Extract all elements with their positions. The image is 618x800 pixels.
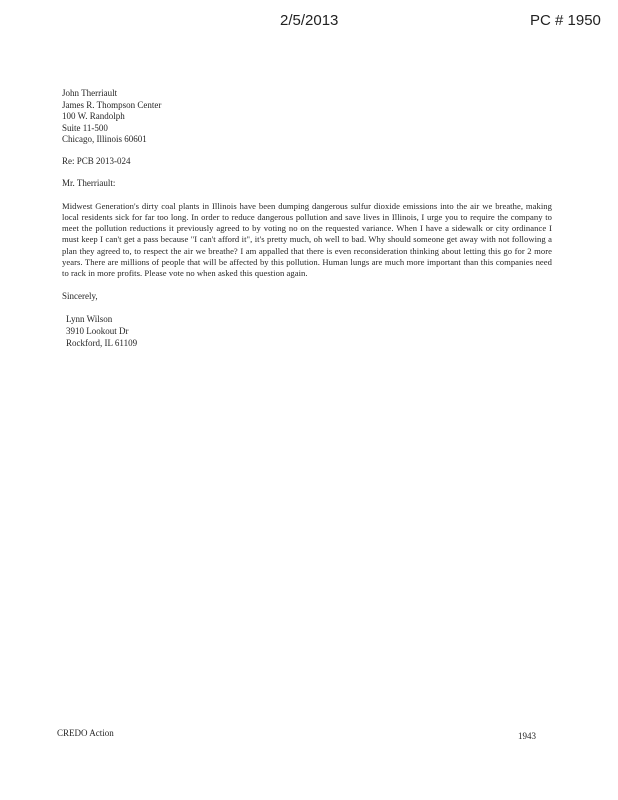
sender-line: Rockford, IL 61109 [66,337,138,348]
recipient-line: Suite 11-500 [62,122,108,133]
recipient-line: John Therriault [62,88,118,98]
closing: Sincerely, [62,290,98,301]
recipient-line: Chicago, Illinois 60601 [62,134,147,145]
letter-body: Midwest Generation's dirty coal plants in Illinois have been dumping dangerous sulfur dioxide emissions into the air we breathe, making local residents sick for far too long. In order to reduce dangerous pollution and save lives in Illinois, I urge you to require the company to meet the pollution reductions it previously agreed to by voting no on the requested variance. When I have a sidewalk or city ordinance I must keep I can't get a pass because "I can't afford it", it's pretty much, oh well to bad. Why should someone get away with not following a plan they agreed to, to respect the air we breathe? I am appalled that there is even reconsideration thinking about letting this go for 2 more years. There are millions of people that will be affected by this pollution. Human lungs are much more important than this companies need to rack in more profits. Please vote no when asked this question again. [62,201,552,278]
recipient-line: James R. Thompson Center [62,99,162,110]
footer-organization: CREDO Action [57,728,114,738]
letter [62,88,552,349]
sender-block [62,314,552,349]
sender-line: 3910 Lookout Dr [66,326,129,336]
re-line: Re: PCB 2013-024 [62,155,131,166]
recipient-line: 100 W. Randolph [62,111,125,122]
salutation: Mr. Therriault: [62,177,116,188]
sender-name: Lynn Wilson [66,314,113,325]
recipient-address [62,88,552,146]
footer-page-number: 1943 [518,731,536,741]
header-pc-number: PC # 1950 [530,12,601,29]
header-date: 2/5/2013 [280,12,339,29]
